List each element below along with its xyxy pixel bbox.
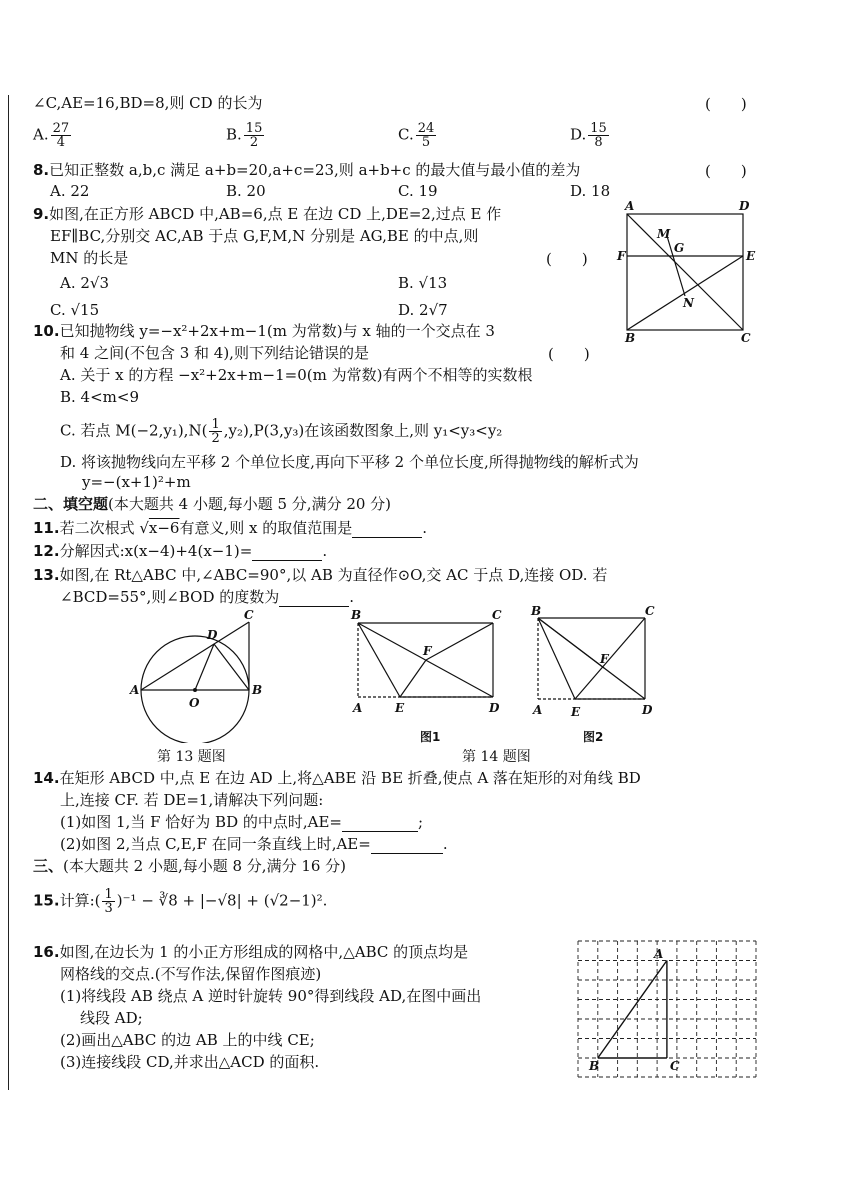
- q9-label-f: F: [617, 249, 626, 263]
- q14-part1-blank[interactable]: [342, 817, 418, 832]
- fig14-2-label-c: C: [645, 604, 655, 618]
- q12-answer-blank[interactable]: [252, 546, 322, 561]
- q13-figure-caption: 第 13 题图: [157, 749, 226, 765]
- q13-label-c: C: [244, 608, 254, 622]
- q9-label-b: B: [625, 331, 636, 345]
- section3-heading: 三、(本大题共 2 小题,每小题 8 分,满分 16 分): [33, 857, 347, 875]
- q16-label-b: B: [589, 1059, 600, 1073]
- q8-stem: 8.已知正整数 a,b,c 满足 a+b=20,a+c=23,则 a+b+c 的最大值与最小值的差为: [33, 161, 581, 179]
- q14-line2: 上,连接 CF. 若 DE=1,请解决下列问题:: [60, 791, 324, 809]
- q14-part2: (2)如图 2,当点 C,E,F 在同一条直线上时,AE= .: [60, 835, 448, 853]
- q11-answer-blank[interactable]: [352, 523, 422, 538]
- fig14-2-label-b: B: [531, 604, 542, 618]
- fig14-subcaption-1: 图1: [420, 730, 441, 744]
- q16-label-a: A: [654, 947, 664, 961]
- q16-part2: (2)画出△ABC 的边 AB 上的中线 CE;: [60, 1031, 315, 1049]
- q13-label-a: A: [130, 683, 140, 697]
- q9-label-n: N: [683, 296, 694, 310]
- q9-option-a: A. 2√3: [60, 274, 110, 292]
- q15-text: 15.计算:( $\frac{1}{3}$ )⁻¹ − ∛8 + |−√8| + (√2−1)².: [33, 887, 328, 916]
- fig14-2-label-a: A: [533, 703, 543, 717]
- section2-heading: 二、填空题(本大题共 4 小题,每小题 5 分,满分 20 分): [33, 495, 392, 513]
- q14-part1: (1)如图 1,当 F 恰好为 BD 的中点时,AE= ;: [60, 813, 424, 831]
- q16-part1b: 线段 AD;: [80, 1009, 143, 1027]
- q8-option-c: C. 19: [398, 182, 438, 200]
- q10-option-b: B. 4<m<9: [60, 388, 140, 406]
- q16-grid-figure: [575, 938, 760, 1080]
- q10-line1: 10.已知抛物线 y=−x²+2x+m−1(m 为常数)与 x 轴的一个交点在 3: [33, 322, 495, 340]
- q13-label-d: D: [207, 628, 218, 642]
- q13-line1: 13.如图,在 Rt△ABC 中,∠ABC=90°,以 AB 为直径作⊙O,交 AC 于点 D,连接 OD. 若: [33, 566, 608, 584]
- q13-circle-figure: [128, 608, 268, 743]
- q14-figure1: [348, 604, 508, 722]
- q10-option-d2: y=−(x+1)²+m: [82, 473, 191, 491]
- q9-line1: 9.如图,在正方形 ABCD 中,AB=6,点 E 在边 CD 上,DE=2,过点 E 作: [33, 205, 502, 223]
- q7-stem: ∠C,AE=16,BD=8,则 CD 的长为: [33, 94, 263, 112]
- q9-option-b: B. √13: [398, 274, 448, 292]
- q13-line2: ∠BCD=55°,则∠BOD 的度数为 .: [60, 588, 355, 606]
- q10-option-d1: D. 将该抛物线向左平移 2 个单位长度,再向下平移 2 个单位长度,所得抛物线的解析式为: [60, 453, 639, 471]
- q9-label-a: A: [625, 200, 635, 213]
- q13-label-b: B: [252, 683, 263, 697]
- q8-option-d: D. 18: [570, 182, 611, 200]
- fig14-1-label-c: C: [492, 608, 502, 622]
- q9-option-d: D. 2√7: [398, 301, 448, 319]
- fig14-2-label-e: E: [571, 705, 581, 719]
- q7-option-d: D. $\frac{15}{8}$: [570, 121, 607, 150]
- q9-label-g: G: [674, 241, 685, 255]
- fig14-1-label-d: D: [489, 701, 500, 715]
- fig14-1-label-f: F: [423, 644, 432, 658]
- q9-option-c: C. √15: [50, 301, 100, 319]
- q9-line3: MN 的长是: [50, 249, 129, 267]
- q14-figure-caption: 第 14 题图: [462, 749, 531, 765]
- q16-line2: 网格线的交点.(不写作法,保留作图痕迹): [60, 965, 322, 983]
- fig14-subcaption-2: 图2: [583, 730, 604, 744]
- q12-text: 12.分解因式:x(x−4)+4(x−1)= .: [33, 542, 328, 560]
- q16-label-c: C: [670, 1059, 680, 1073]
- q14-part2-blank[interactable]: [371, 839, 443, 854]
- q10-option-a: A. 关于 x 的方程 −x²+2x+m−1=0(m 为常数)有两个不相等的实数根: [60, 366, 533, 384]
- q9-answer-paren: ( ): [546, 250, 588, 268]
- q14-line1: 14.在矩形 ABCD 中,点 E 在边 AD 上,将△ABE 沿 BE 折叠,使点 A 落在矩形的对角线 BD: [33, 769, 641, 787]
- q7-option-b: B. $\frac{15}{2}$: [226, 121, 263, 150]
- q8-option-b: B. 20: [226, 182, 266, 200]
- q10-option-c: C. 若点 M(−2,y₁),N( $\frac{1}{2}$ ,y₂),P(3,y₃)在该函数图象上,则 y₁<y₃<y₂: [60, 417, 503, 446]
- q7-option-a: A. $\frac{27}{4}$: [33, 121, 70, 150]
- q9-label-e: E: [746, 249, 756, 263]
- fig14-1-label-e: E: [395, 701, 405, 715]
- fig14-1-label-b: B: [351, 608, 362, 622]
- q13-label-o: O: [189, 696, 200, 710]
- q14-figure2: [528, 604, 658, 722]
- q9-label-m: M: [657, 227, 671, 241]
- q11-text: 11.若二次根式 √x−6有意义,则 x 的取值范围是 .: [33, 519, 428, 537]
- q9-label-d: D: [739, 200, 750, 213]
- q16-part3: (3)连接线段 CD,并求出△ACD 的面积.: [60, 1053, 320, 1071]
- q7-answer-paren: ( ): [705, 95, 747, 113]
- q10-answer-paren: ( ): [548, 345, 590, 363]
- q16-line1: 16.如图,在边长为 1 的小正方形组成的网格中,△ABC 的顶点均是: [33, 943, 469, 961]
- q9-label-c: C: [741, 331, 751, 345]
- fig14-2-label-f: F: [600, 652, 609, 666]
- q16-part1a: (1)将线段 AB 绕点 A 逆时针旋转 90°得到线段 AD,在图中画出: [60, 987, 482, 1005]
- q13-answer-blank[interactable]: [279, 592, 349, 607]
- q8-answer-paren: ( ): [705, 162, 747, 180]
- binding-margin-line: [8, 95, 9, 1090]
- fig14-1-label-a: A: [353, 701, 363, 715]
- q8-option-a: A. 22: [50, 182, 90, 200]
- fig14-2-label-d: D: [642, 703, 653, 717]
- q10-line2: 和 4 之间(不包含 3 和 4),则下列结论错误的是: [60, 344, 369, 362]
- q9-line2: EF∥BC,分别交 AC,AB 于点 G,F,M,N 分别是 AG,BE 的中点,则: [50, 227, 479, 245]
- q9-square-figure: [615, 200, 760, 345]
- q7-option-c: C. $\frac{24}{5}$: [398, 121, 435, 150]
